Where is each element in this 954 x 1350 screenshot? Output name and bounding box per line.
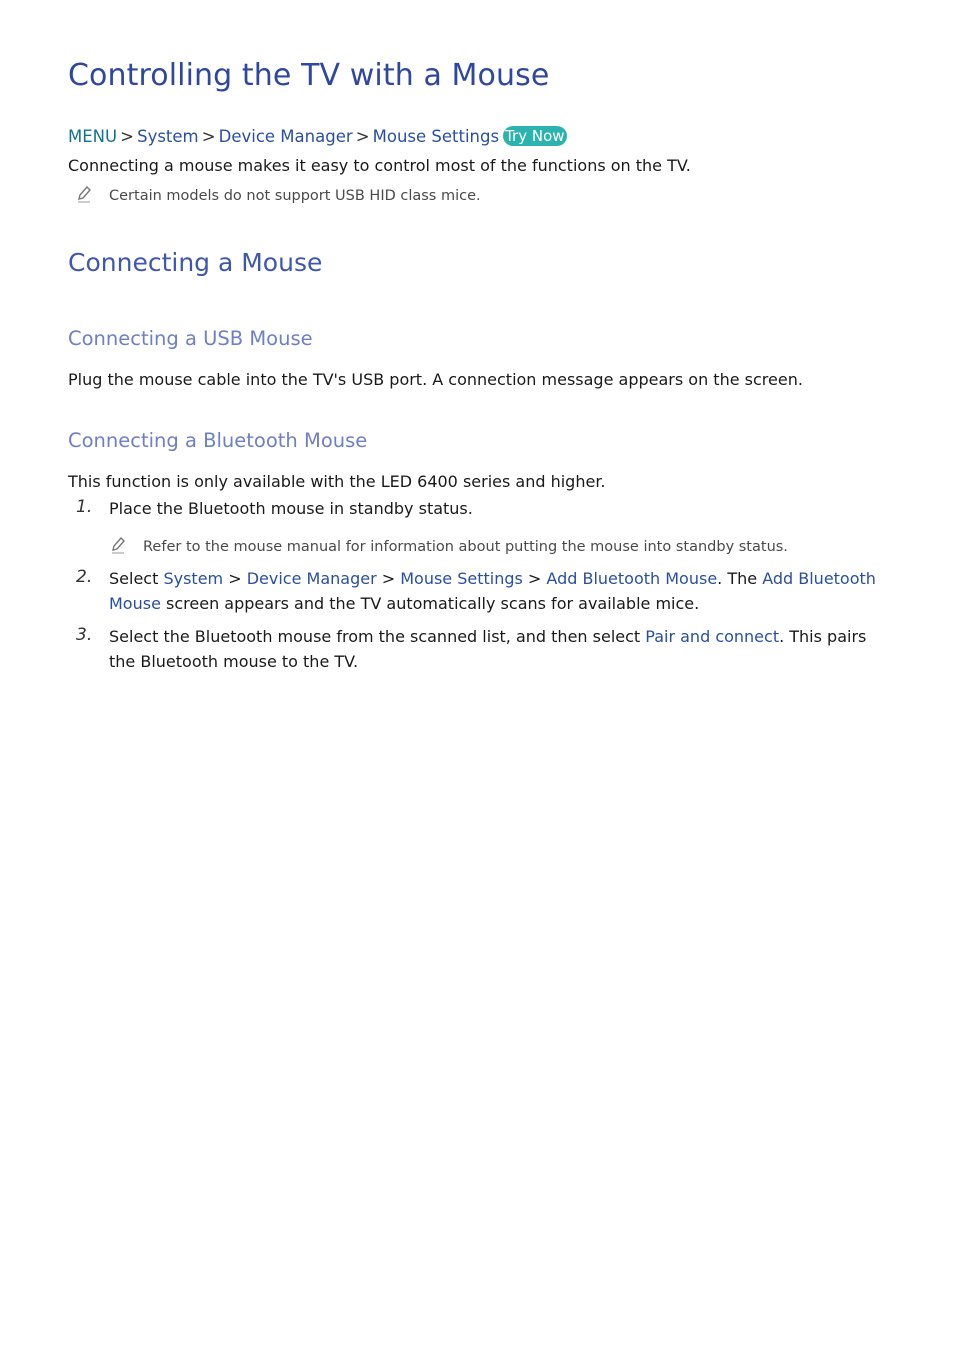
bluetooth-subsection-title: Connecting a Bluetooth Mouse — [68, 429, 368, 452]
step2-device-manager: Device Manager — [246, 569, 377, 588]
section-title: Connecting a Mouse — [68, 248, 323, 277]
pencil-icon — [110, 536, 126, 558]
breadcrumb-system[interactable]: System — [137, 127, 199, 146]
intro-text: Connecting a mouse makes it easy to control most of the functions on the TV. — [68, 156, 691, 175]
chevron-right-icon: > — [201, 127, 216, 146]
note-standby-text: Refer to the mouse manual for information about putting the mouse into standby status. — [143, 539, 788, 555]
chevron-right-icon: > — [355, 127, 370, 146]
step-text: Select System > Device Manager > Mouse Settings > Add Bluetooth Mouse. The Add Bluetooth Mouse screen appears and the TV automatically scans for available mice. — [109, 569, 876, 613]
page-title: Controlling the TV with a Mouse — [68, 58, 550, 93]
step2-the: . The — [717, 569, 758, 588]
usb-text: Plug the mouse cable into the TV's USB port. A connection message appears on the screen. — [68, 370, 803, 389]
try-now-button[interactable]: Try Now — [505, 127, 565, 145]
step2-system: System — [163, 569, 224, 588]
chevron-right-icon: > — [120, 127, 134, 146]
step-text: Place the Bluetooth mouse in standby status. — [109, 499, 473, 518]
note-models — [109, 188, 481, 204]
step-text — [109, 624, 889, 674]
step-number: 1. — [76, 497, 93, 517]
step3-after: . This pairs the Bluetooth mouse to the TV. — [109, 627, 867, 671]
bluetooth-text: This function is only available with the LED 6400 series and higher. — [68, 472, 606, 491]
breadcrumb-device-manager[interactable]: Device Manager — [218, 127, 353, 146]
step-number: 2. — [76, 567, 93, 587]
step2-screen-name: Add Bluetooth Mouse — [109, 569, 876, 613]
step-number: 3. — [76, 625, 93, 645]
step2-add-bluetooth-mouse: Add Bluetooth Mouse — [546, 569, 718, 588]
note-standby — [143, 539, 788, 555]
breadcrumb-menu[interactable]: MENU — [68, 127, 118, 146]
breadcrumb-mouse-settings[interactable]: Mouse Settings — [372, 127, 500, 146]
step2-select: Select — [109, 569, 159, 588]
usb-subsection-title: Connecting a USB Mouse — [68, 327, 313, 350]
step2-mouse-settings: Mouse Settings — [400, 569, 523, 588]
pencil-icon — [76, 185, 92, 207]
breadcrumb — [68, 126, 567, 146]
step2-rest: screen appears and the TV automatically scans for available mice. — [166, 594, 700, 613]
step3-pair-and-connect: Pair and connect — [645, 627, 780, 646]
note-models-text: Certain models do not support USB HID class mice. — [109, 188, 481, 204]
step3-before: Select the Bluetooth mouse from the scanned list, and then select — [109, 627, 641, 646]
